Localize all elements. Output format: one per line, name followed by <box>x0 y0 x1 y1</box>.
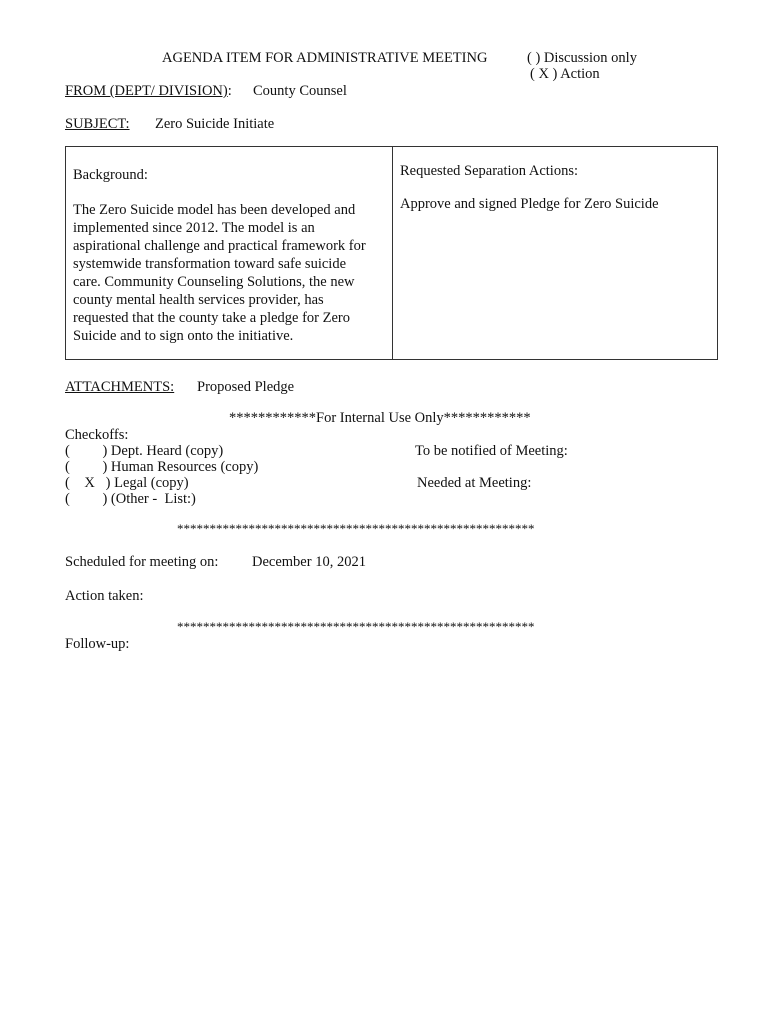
subject-value: Zero Suicide Initiate <box>155 116 275 132</box>
background-line: requested that the county take a pledge for Zero <box>73 310 350 326</box>
from-value: County Counsel <box>253 83 347 99</box>
requested-actions-cell <box>400 163 710 212</box>
background-line: care. Community Counseling Solutions, the new <box>73 274 355 290</box>
scheduled-label: Scheduled for meeting on: <box>65 554 219 570</box>
background-line: aspirational challenge and practical framework for <box>73 238 366 254</box>
from-row <box>65 83 232 99</box>
checkoff-label: (Other - List:) <box>110 491 196 507</box>
checkoff-mark: ( ) <box>65 459 108 475</box>
background-cell <box>73 167 383 345</box>
subject-label: SUBJECT: <box>65 116 130 132</box>
background-line: implemented since 2012. The model is an <box>73 220 315 236</box>
attachments-value: Proposed Pledge <box>197 379 295 395</box>
checkoff-row <box>65 459 258 475</box>
followup-label: Follow-up: <box>65 636 130 652</box>
checkoff-label: Human Resources (copy) <box>110 459 259 475</box>
checkoff-mark: ( X ) <box>65 475 111 491</box>
from-label: FROM (DEPT/ DIVISION) <box>65 83 228 99</box>
checkoff-label: Legal (copy) <box>114 475 189 491</box>
table-divider <box>392 147 393 359</box>
checkoffs-label: Checkoffs: <box>65 427 129 443</box>
checkoff-mark: ( ) <box>65 491 108 507</box>
checkoff-row <box>65 475 189 491</box>
option-action: ( X ) Action <box>530 66 600 82</box>
document-title: AGENDA ITEM FOR ADMINISTRATIVE MEETING <box>162 50 488 66</box>
separator-line: ******************************************************* <box>177 521 535 536</box>
action-taken-label: Action taken: <box>65 588 144 604</box>
requested-heading: Requested Separation Actions: <box>400 163 578 179</box>
checkoff-row <box>65 491 196 507</box>
background-actions-table <box>65 146 718 360</box>
background-text <box>73 201 383 345</box>
from-colon: : <box>227 83 232 99</box>
background-heading: Background: <box>73 167 148 183</box>
scheduled-date: December 10, 2021 <box>252 554 366 570</box>
option-discussion-only: ( ) Discussion only <box>527 50 637 66</box>
attachments-label: ATTACHMENTS: <box>65 379 175 395</box>
separator-line: ******************************************************* <box>177 619 535 634</box>
background-line: Suicide and to sign onto the initiative. <box>73 328 294 344</box>
background-line: The Zero Suicide model has been developed and <box>73 202 356 218</box>
internal-use-banner: ************For Internal Use Only************ <box>229 410 531 426</box>
checkoff-label: Dept. Heard (copy) <box>110 443 224 459</box>
checkoff-row <box>65 443 223 459</box>
background-line: systemwide transformation toward safe suicide <box>73 256 347 272</box>
needed-label: Needed at Meeting: <box>417 475 532 491</box>
background-line: county mental health services provider, has <box>73 292 324 308</box>
notified-label: To be notified of Meeting: <box>415 443 568 459</box>
requested-text: Approve and signed Pledge for Zero Suicide <box>400 196 659 212</box>
checkoff-mark: ( ) <box>65 443 108 459</box>
